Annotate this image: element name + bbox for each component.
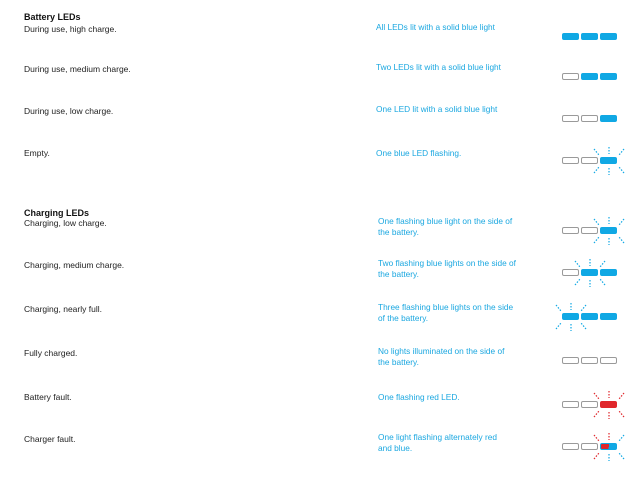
led-indicator [548, 104, 644, 134]
description-text: One LED lit with a solid blue light [376, 104, 498, 114]
led-indicator [548, 302, 644, 332]
description-text: One flashing blue light on the side of the battery. [378, 216, 513, 237]
charging-row-battery-fault [0, 390, 644, 420]
charging-row-charger-fault [0, 432, 644, 462]
led-2 [581, 357, 598, 364]
condition-label: During use, medium charge. [24, 64, 131, 74]
led-2 [581, 33, 598, 40]
description-text: Three flashing blue lights on the side of the battery. [378, 302, 514, 323]
condition-label: Charger fault. [24, 434, 76, 444]
description-text: One blue LED flashing. [376, 148, 462, 158]
charging-leds-title: Charging LEDs [24, 208, 90, 218]
led-2 [581, 115, 598, 122]
led-indicator [548, 62, 644, 92]
led-3 [600, 313, 617, 320]
led-1 [562, 73, 579, 80]
description-text: One flashing red LED. [378, 392, 460, 402]
charging-row-low [0, 216, 644, 246]
battery-leds-title: Battery LEDs [24, 12, 81, 22]
condition-label: Fully charged. [24, 348, 78, 358]
led-1 [562, 157, 579, 164]
condition-label: During use, high charge. [24, 24, 117, 34]
led-2 [581, 73, 598, 80]
led-indicator [548, 390, 644, 420]
description-text: One light flashing alternately red and blue. [378, 432, 497, 453]
condition-label: Charging, low charge. [24, 218, 107, 228]
battery-row-low [0, 104, 644, 134]
led-indicator [548, 432, 644, 462]
battery-row-empty [0, 146, 644, 176]
led-3 [600, 357, 617, 364]
led-indicator [548, 258, 644, 288]
flashing-rays-icon [592, 216, 626, 246]
led-1 [562, 443, 579, 450]
charging-row-fully-charged [0, 346, 644, 376]
condition-label: Battery fault. [24, 392, 72, 402]
led-1 [562, 401, 579, 408]
description-text: Two flashing blue lights on the side of the battery. [378, 258, 516, 279]
led-1 [562, 33, 579, 40]
charging-row-medium [0, 258, 644, 288]
led-3 [600, 73, 617, 80]
flashing-rays-icon [573, 258, 607, 288]
condition-label: Empty. [24, 148, 50, 158]
led-3 [600, 115, 617, 122]
led-1 [562, 115, 579, 122]
flashing-rays-icon [592, 146, 626, 176]
condition-label: Charging, medium charge. [24, 260, 125, 270]
flashing-rays-icon [592, 432, 626, 462]
led-indicator [548, 22, 644, 52]
description-text: All LEDs lit with a solid blue light [376, 22, 495, 32]
led-indicator [548, 216, 644, 246]
charging-row-nearly-full [0, 302, 644, 332]
led-indicator [548, 346, 644, 376]
led-indicator [548, 146, 644, 176]
flashing-rays-icon [592, 390, 626, 420]
battery-row-high [0, 22, 644, 52]
description-text: Two LEDs lit with a solid blue light [376, 62, 501, 72]
battery-row-medium [0, 62, 644, 92]
led-1 [562, 357, 579, 364]
description-text: No lights illuminated on the side of the battery. [378, 346, 505, 367]
led-3 [600, 33, 617, 40]
flashing-rays-icon [554, 302, 588, 332]
condition-label: During use, low charge. [24, 106, 114, 116]
condition-label: Charging, nearly full. [24, 304, 102, 314]
led-1 [562, 227, 579, 234]
